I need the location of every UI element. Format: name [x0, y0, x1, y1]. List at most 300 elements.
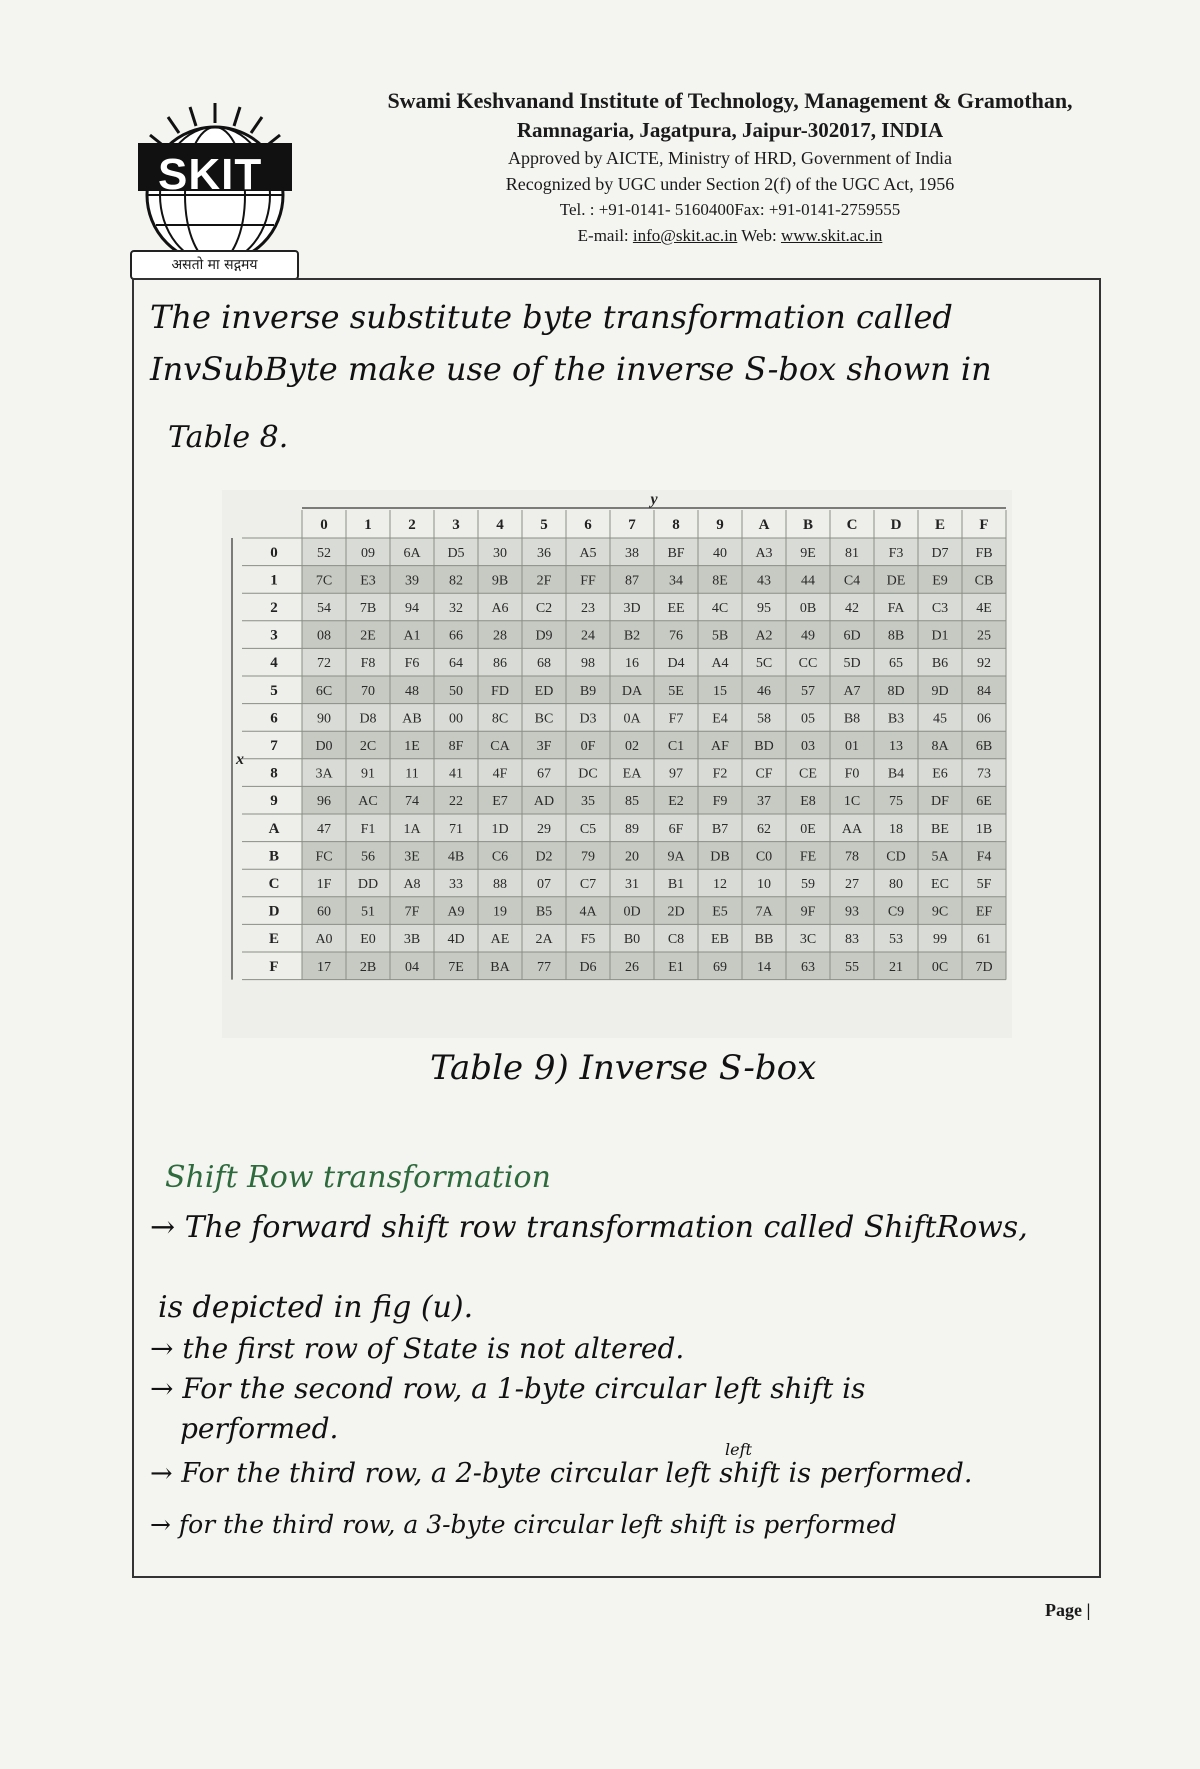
sbox-cell: 67 — [537, 766, 551, 782]
sbox-cell: 0E — [800, 821, 816, 837]
sbox-cell: F8 — [360, 656, 376, 672]
sbox-cell: A9 — [447, 904, 465, 920]
sbox-cell: 1F — [316, 877, 332, 892]
note-line-3: → the first row of State is not altered. — [150, 1332, 685, 1365]
sbox-cell: CD — [886, 849, 906, 865]
sbox-cell: 09 — [361, 545, 375, 561]
sbox-row-header: A — [268, 820, 280, 837]
sbox-cell: E2 — [668, 794, 684, 810]
letterhead — [0, 0, 1200, 290]
sbox-cell: E4 — [712, 711, 728, 727]
sbox-cell: 93 — [845, 904, 859, 920]
section-heading: Shift Row transformation — [165, 1160, 551, 1195]
sbox-cell: C2 — [535, 601, 553, 616]
sbox-cell: E9 — [932, 573, 948, 589]
email-link[interactable]: info@skit.ac.in — [632, 226, 738, 245]
sbox-cell: 48 — [405, 683, 419, 699]
sbox-cell: A1 — [403, 628, 421, 644]
sbox-col-header: 1 — [364, 517, 372, 533]
sbox-cell: 39 — [405, 573, 419, 589]
sbox-cell: 8C — [491, 711, 509, 727]
sbox-cell: C3 — [931, 601, 949, 616]
sbox-cell: AA — [841, 821, 863, 837]
sbox-cell: BF — [667, 545, 685, 561]
sbox-cell: EA — [622, 766, 642, 782]
sbox-cell: 31 — [625, 877, 639, 892]
sbox-cell: F9 — [712, 794, 728, 810]
note-line-7: → for the third row, a 3-byte circular left shift is performed — [150, 1510, 897, 1539]
sbox-cell: 19 — [493, 904, 507, 920]
sbox-cell: 6F — [668, 821, 684, 837]
sbox-cell: 69 — [713, 959, 727, 975]
intro-line-1: The inverse substitute byte transformation called — [150, 298, 953, 336]
sbox-cell: D4 — [667, 656, 685, 672]
sbox-cell: 87 — [625, 573, 639, 589]
sbox-cell: 58 — [757, 711, 771, 727]
sbox-cell: 3E — [404, 849, 420, 865]
sbox-row-header: F — [269, 958, 279, 975]
sbox-cell: BC — [534, 711, 554, 727]
sbox-cell: B7 — [711, 821, 729, 837]
sbox-cell: 22 — [449, 794, 463, 810]
sbox-cell: 8F — [448, 739, 464, 754]
sbox-cell: 7A — [755, 904, 773, 920]
sbox-cell: F7 — [668, 711, 684, 727]
sbox-cell: C9 — [887, 904, 905, 920]
sbox-cell: 72 — [317, 656, 331, 672]
sbox-cell: 06 — [977, 711, 991, 727]
sbox-cell: 63 — [801, 959, 815, 975]
sbox-cell: C1 — [667, 739, 685, 754]
sbox-cell: 59 — [801, 877, 815, 892]
sbox-cell: D2 — [535, 849, 553, 865]
sbox-row-header: 9 — [270, 793, 278, 810]
sbox-cell: A3 — [755, 545, 773, 561]
sbox-cell: 94 — [405, 601, 419, 616]
sbox-cell: 4C — [711, 601, 729, 616]
sbox-cell: A6 — [491, 601, 509, 616]
sbox-cell: 0A — [623, 711, 641, 727]
sbox-cell: 14 — [757, 959, 771, 975]
sbox-cell: E8 — [800, 794, 816, 810]
sbox-cell: CE — [799, 766, 817, 782]
sbox-cell: D7 — [931, 545, 949, 561]
sbox-row-header: E — [268, 931, 280, 948]
sbox-cell: DC — [578, 766, 598, 782]
sbox-cell: B4 — [887, 766, 905, 782]
sbox-cell: E6 — [932, 766, 948, 782]
sbox-cell: 91 — [361, 766, 375, 782]
sbox-cell: 5D — [843, 656, 861, 672]
note-line-5: performed. — [180, 1412, 339, 1445]
sbox-col-header: 0 — [320, 517, 328, 533]
sbox-cell: 34 — [669, 573, 683, 589]
sbox-cell: 99 — [933, 932, 947, 948]
sbox-cell: B5 — [535, 904, 553, 920]
sbox-cell: 01 — [845, 739, 859, 754]
sbox-cell: A0 — [315, 932, 333, 948]
sbox-cell: 8B — [887, 628, 905, 644]
sbox-cell: 3D — [623, 601, 641, 616]
sbox-cell: 97 — [669, 766, 683, 782]
sbox-cell: 66 — [449, 628, 463, 644]
sbox-cell: AD — [533, 794, 555, 810]
sbox-col-header: 4 — [496, 517, 504, 533]
sbox-cell: 73 — [977, 766, 991, 782]
contact-email-web: E-mail: info@skit.ac.in Web: www.skit.ac.in — [577, 226, 883, 245]
sbox-cell: B8 — [843, 711, 861, 727]
sbox-cell: C6 — [491, 849, 509, 865]
sbox-row-header: D — [268, 903, 280, 920]
sbox-cell: 1B — [975, 821, 993, 837]
institute-name: Swami Keshvanand Institute of Technology, Management & Gramothan, — [387, 88, 1073, 113]
sbox-cell: A5 — [579, 545, 597, 561]
sbox-cell: EB — [711, 932, 729, 948]
sbox-col-header: 7 — [628, 517, 636, 533]
sbox-cell: 05 — [801, 711, 815, 727]
sbox-col-header: D — [890, 517, 902, 533]
institute-address: Ramnagaria, Jagatpura, Jaipur-302017, INDIA — [516, 118, 944, 142]
sbox-col-header: 9 — [716, 517, 724, 533]
sbox-cell: 29 — [537, 821, 551, 837]
sbox-cell: 4F — [492, 766, 508, 782]
sbox-cell: 52 — [317, 545, 331, 561]
sbox-cell: 54 — [317, 601, 331, 616]
sbox-cell: 00 — [449, 711, 463, 727]
sbox-cell: D6 — [579, 959, 597, 975]
sbox-cell: 98 — [581, 656, 595, 672]
sbox-cell: 4D — [447, 932, 465, 948]
sbox-cell: D8 — [359, 711, 377, 727]
sbox-cell: CC — [798, 656, 818, 672]
sbox-cell: B1 — [667, 877, 685, 892]
sbox-cell: 89 — [625, 821, 639, 837]
sbox-cell: 70 — [361, 683, 375, 699]
sbox-cell: 95 — [757, 601, 771, 616]
sbox-cell: 20 — [625, 849, 639, 865]
sbox-cell: 57 — [801, 683, 815, 699]
sbox-col-header: B — [802, 517, 814, 533]
sbox-cell: C8 — [667, 932, 685, 948]
sbox-cell: 86 — [493, 656, 507, 672]
sbox-cell: D9 — [535, 628, 553, 644]
sbox-cell: 85 — [625, 794, 639, 810]
sbox-cell: 79 — [581, 849, 595, 865]
sbox-cell: 3A — [315, 766, 333, 782]
sbox-cell: F4 — [976, 849, 992, 865]
sbox-cell: 71 — [449, 821, 463, 837]
sbox-cell: 80 — [889, 877, 903, 892]
note-line-4: → For the second row, a 1-byte circular left shift is — [150, 1372, 866, 1405]
sbox-cell: 16 — [625, 656, 639, 672]
sbox-cell: 40 — [713, 545, 727, 561]
sbox-cell: 30 — [493, 545, 507, 561]
sbox-cell: FA — [887, 601, 905, 616]
sbox-cell: 27 — [845, 877, 859, 892]
sbox-row-header: B — [268, 848, 280, 865]
sbox-cell: 32 — [449, 601, 463, 616]
sbox-cell: 36 — [537, 545, 551, 561]
logo-wordmark: SKIT — [158, 150, 263, 199]
sbox-cell: E5 — [712, 904, 728, 920]
sbox-cell: 81 — [845, 545, 859, 561]
sbox-cell: 0F — [580, 739, 596, 754]
sbox-row-axis-label: x — [236, 750, 244, 768]
sbox-cell: 62 — [757, 821, 771, 837]
sbox-cell: BD — [754, 739, 774, 754]
sbox-cell: F0 — [844, 766, 860, 782]
sbox-cell: 90 — [317, 711, 331, 727]
sbox-cell: 9B — [491, 573, 509, 589]
sbox-cell: 3B — [403, 932, 421, 948]
sbox-cell: 4B — [447, 849, 465, 865]
sbox-cell: C0 — [755, 849, 773, 865]
sbox-cell: 2F — [536, 573, 552, 589]
sbox-cell: AF — [711, 739, 729, 754]
sbox-cell: 61 — [977, 932, 991, 948]
sbox-cell: 23 — [581, 601, 595, 616]
sbox-row-header: 1 — [270, 572, 278, 589]
sbox-cell: E7 — [492, 794, 508, 810]
sbox-cell: A4 — [711, 656, 729, 672]
sbox-cell: D5 — [447, 545, 465, 561]
sbox-cell: 43 — [757, 573, 771, 589]
sbox-cell: EF — [975, 904, 993, 920]
sbox-cell: FD — [491, 683, 509, 699]
approval-line: Approved by AICTE, Ministry of HRD, Government of India — [508, 148, 952, 168]
sbox-cell: 9C — [931, 904, 949, 920]
note-line-1: → The forward shift row transformation called ShiftRows, — [150, 1210, 1028, 1245]
note-line-6-insert: left — [725, 1440, 752, 1459]
sbox-cell: 3C — [799, 932, 817, 948]
sbox-cell: 6B — [975, 739, 993, 754]
sbox-cell: 47 — [317, 821, 331, 837]
sbox-cell: D3 — [579, 711, 597, 727]
sbox-cell: AC — [358, 794, 378, 810]
sbox-cell: 8D — [887, 683, 905, 699]
sbox-cell: 2E — [360, 628, 376, 644]
sbox-cell: AB — [402, 711, 422, 727]
sbox-cell: E1 — [668, 959, 684, 975]
sbox-row-header: 7 — [270, 738, 278, 754]
sbox-cell: 76 — [669, 628, 683, 644]
sbox-cell: 8E — [712, 573, 728, 589]
logo-motto: असतो मा सद्गमय — [130, 250, 299, 280]
sbox-cell: 38 — [625, 545, 639, 561]
sbox-cell: 4A — [579, 904, 597, 920]
page-number-label: Page | — [1045, 1600, 1091, 1620]
sbox-cell: BA — [490, 959, 510, 975]
sbox-cell: 7B — [359, 601, 377, 616]
sbox-cell: 37 — [757, 794, 771, 810]
sbox-cell: 84 — [977, 683, 991, 699]
sbox-cell: 0B — [799, 601, 817, 616]
sbox-cell: CA — [490, 739, 510, 754]
sbox-cell: F3 — [888, 545, 904, 561]
sbox-cell: FF — [580, 573, 596, 589]
sbox-cell: 02 — [625, 739, 639, 754]
note-line-2: is depicted in fig (u). — [158, 1290, 474, 1325]
sbox-cell: 07 — [537, 877, 551, 892]
sbox-cell: 04 — [405, 959, 419, 975]
inverse-sbox-grid — [222, 490, 1012, 1038]
sbox-cell: 68 — [537, 656, 551, 672]
sbox-cell: CF — [755, 766, 773, 782]
sbox-cell: DE — [886, 573, 906, 589]
sbox-cell: B9 — [579, 683, 597, 699]
sbox-cell: 78 — [845, 849, 859, 865]
sbox-cell: E3 — [360, 573, 376, 589]
sbox-cell: 92 — [977, 656, 991, 672]
sbox-col-axis-label: y — [650, 491, 658, 508]
sbox-cell: 83 — [845, 932, 859, 948]
table-caption: Table 9) Inverse S-box — [430, 1048, 817, 1088]
sbox-cell: 5E — [668, 683, 684, 699]
sbox-cell: F5 — [580, 932, 596, 948]
sbox-cell: 6D — [843, 628, 861, 644]
sbox-cell: F1 — [360, 821, 376, 837]
sbox-cell: FC — [315, 849, 333, 865]
sbox-cell: 53 — [889, 932, 903, 948]
sbox-cell: 26 — [625, 959, 639, 975]
sbox-cell: 13 — [889, 739, 903, 754]
sbox-cell: 42 — [845, 601, 859, 616]
sbox-cell: 51 — [361, 904, 375, 920]
sbox-cell: CB — [974, 573, 994, 589]
sbox-cell: 74 — [405, 794, 419, 810]
sbox-col-header: 5 — [540, 517, 548, 533]
sbox-cell: E0 — [360, 932, 376, 948]
sbox-cell: 5C — [755, 656, 773, 672]
sbox-col-header: 3 — [452, 517, 460, 533]
sbox-cell: 35 — [581, 794, 595, 810]
sbox-cell: FE — [799, 849, 817, 865]
sbox-cell: 12 — [713, 877, 727, 892]
sbox-row-header: 4 — [270, 655, 278, 672]
sbox-cell: C7 — [579, 877, 597, 892]
sbox-cell: 3F — [536, 739, 552, 754]
sbox-cell: 1A — [403, 821, 421, 837]
sbox-cell: D1 — [931, 628, 949, 644]
sbox-cell: 5B — [711, 628, 729, 644]
sbox-cell: DF — [931, 794, 949, 810]
sbox-cell: 65 — [889, 656, 903, 672]
web-link[interactable]: www.skit.ac.in — [780, 226, 883, 245]
sbox-cell: 44 — [801, 573, 815, 589]
sbox-cell: 7E — [448, 959, 464, 975]
sbox-col-header: 6 — [584, 517, 592, 533]
sbox-cell: 60 — [317, 904, 331, 920]
sbox-cell: B6 — [931, 656, 949, 672]
sbox-cell: 0C — [931, 959, 949, 975]
sbox-cell: 77 — [537, 959, 551, 975]
sbox-cell: 9F — [800, 904, 816, 920]
sbox-cell: 10 — [757, 877, 771, 892]
sbox-cell: DA — [621, 683, 643, 699]
sbox-cell: 45 — [933, 711, 947, 727]
sbox-cell: 88 — [493, 877, 507, 892]
sbox-cell: 24 — [581, 628, 595, 644]
sbox-cell: EE — [667, 601, 685, 616]
sbox-cell: 55 — [845, 959, 859, 975]
note-line-6: → For the third row, a 2-byte circular left shift is performed. — [150, 1458, 973, 1489]
intro-line-3: Table 8. — [168, 420, 289, 455]
sbox-row-header: 0 — [270, 544, 278, 561]
sbox-cell: C4 — [843, 573, 861, 589]
sbox-cell: A7 — [843, 683, 861, 699]
sbox-row-header: 8 — [270, 765, 278, 782]
sbox-cell: 49 — [801, 628, 815, 644]
sbox-cell: 7D — [975, 959, 993, 975]
sbox-cell: 9E — [800, 545, 816, 561]
sbox-cell: D0 — [315, 739, 333, 754]
sbox-row-header: C — [268, 876, 280, 892]
sbox-cell: ED — [534, 683, 554, 699]
sbox-cell: 82 — [449, 573, 463, 589]
sbox-cell: 2B — [359, 959, 377, 975]
sbox-cell: EC — [931, 877, 949, 892]
sbox-cell: 41 — [449, 766, 463, 782]
sbox-cell: 03 — [801, 739, 815, 754]
recognition-line: Recognized by UGC under Section 2(f) of the UGC Act, 1956 — [505, 174, 955, 194]
sbox-cell: 6E — [976, 794, 992, 810]
sbox-cell: 2D — [667, 904, 685, 920]
sbox-cell: 7C — [315, 573, 333, 589]
sbox-cell: 9D — [931, 683, 949, 699]
sbox-cell: 7F — [404, 904, 420, 920]
intro-line-2: InvSubByte make use of the inverse S-box shown in — [150, 350, 992, 388]
sbox-cell: 28 — [493, 628, 507, 644]
contact-phone: Tel. : +91-0141- 5160400Fax: +91-0141-2759555 — [559, 200, 901, 219]
sbox-cell: 64 — [449, 656, 463, 672]
sbox-col-header: 8 — [672, 517, 680, 533]
sbox-cell: 75 — [889, 794, 903, 810]
sbox-cell: 96 — [317, 794, 331, 810]
sbox-cell: 1E — [404, 739, 420, 754]
sbox-cell: 18 — [889, 821, 903, 837]
sbox-row-header: 5 — [270, 682, 278, 699]
sbox-cell: B0 — [623, 932, 641, 948]
sbox-cell: 6A — [403, 545, 421, 561]
sbox-cell: 25 — [977, 628, 991, 644]
sbox-cell: A2 — [755, 628, 773, 644]
sbox-col-header: E — [934, 517, 946, 533]
sbox-cell: 33 — [449, 877, 463, 892]
sbox-row-header: 6 — [270, 710, 278, 727]
sbox-cell: DB — [710, 849, 730, 865]
sbox-col-header: F — [979, 517, 989, 533]
sbox-cell: 08 — [317, 628, 331, 644]
sbox-cell: 11 — [405, 766, 419, 782]
sbox-cell: 6C — [315, 683, 333, 699]
sbox-cell: C5 — [579, 821, 597, 837]
sbox-cell: DD — [357, 877, 379, 892]
sbox-cell: BB — [754, 932, 774, 948]
sbox-cell: 46 — [757, 683, 771, 699]
sbox-row-header: 2 — [270, 600, 278, 616]
sbox-cell: F6 — [404, 656, 420, 672]
sbox-cell: 56 — [361, 849, 375, 865]
sbox-cell: 2C — [359, 739, 377, 754]
sbox-cell: B2 — [623, 628, 641, 644]
sbox-cell: 17 — [317, 959, 331, 975]
sbox-cell: 1D — [491, 821, 509, 837]
sbox-row-header: 3 — [270, 627, 278, 644]
sbox-cell: AE — [490, 932, 510, 948]
sbox-col-header: 2 — [408, 517, 416, 533]
sbox-cell: 1C — [843, 794, 861, 810]
sbox-cell: 5A — [931, 849, 949, 865]
